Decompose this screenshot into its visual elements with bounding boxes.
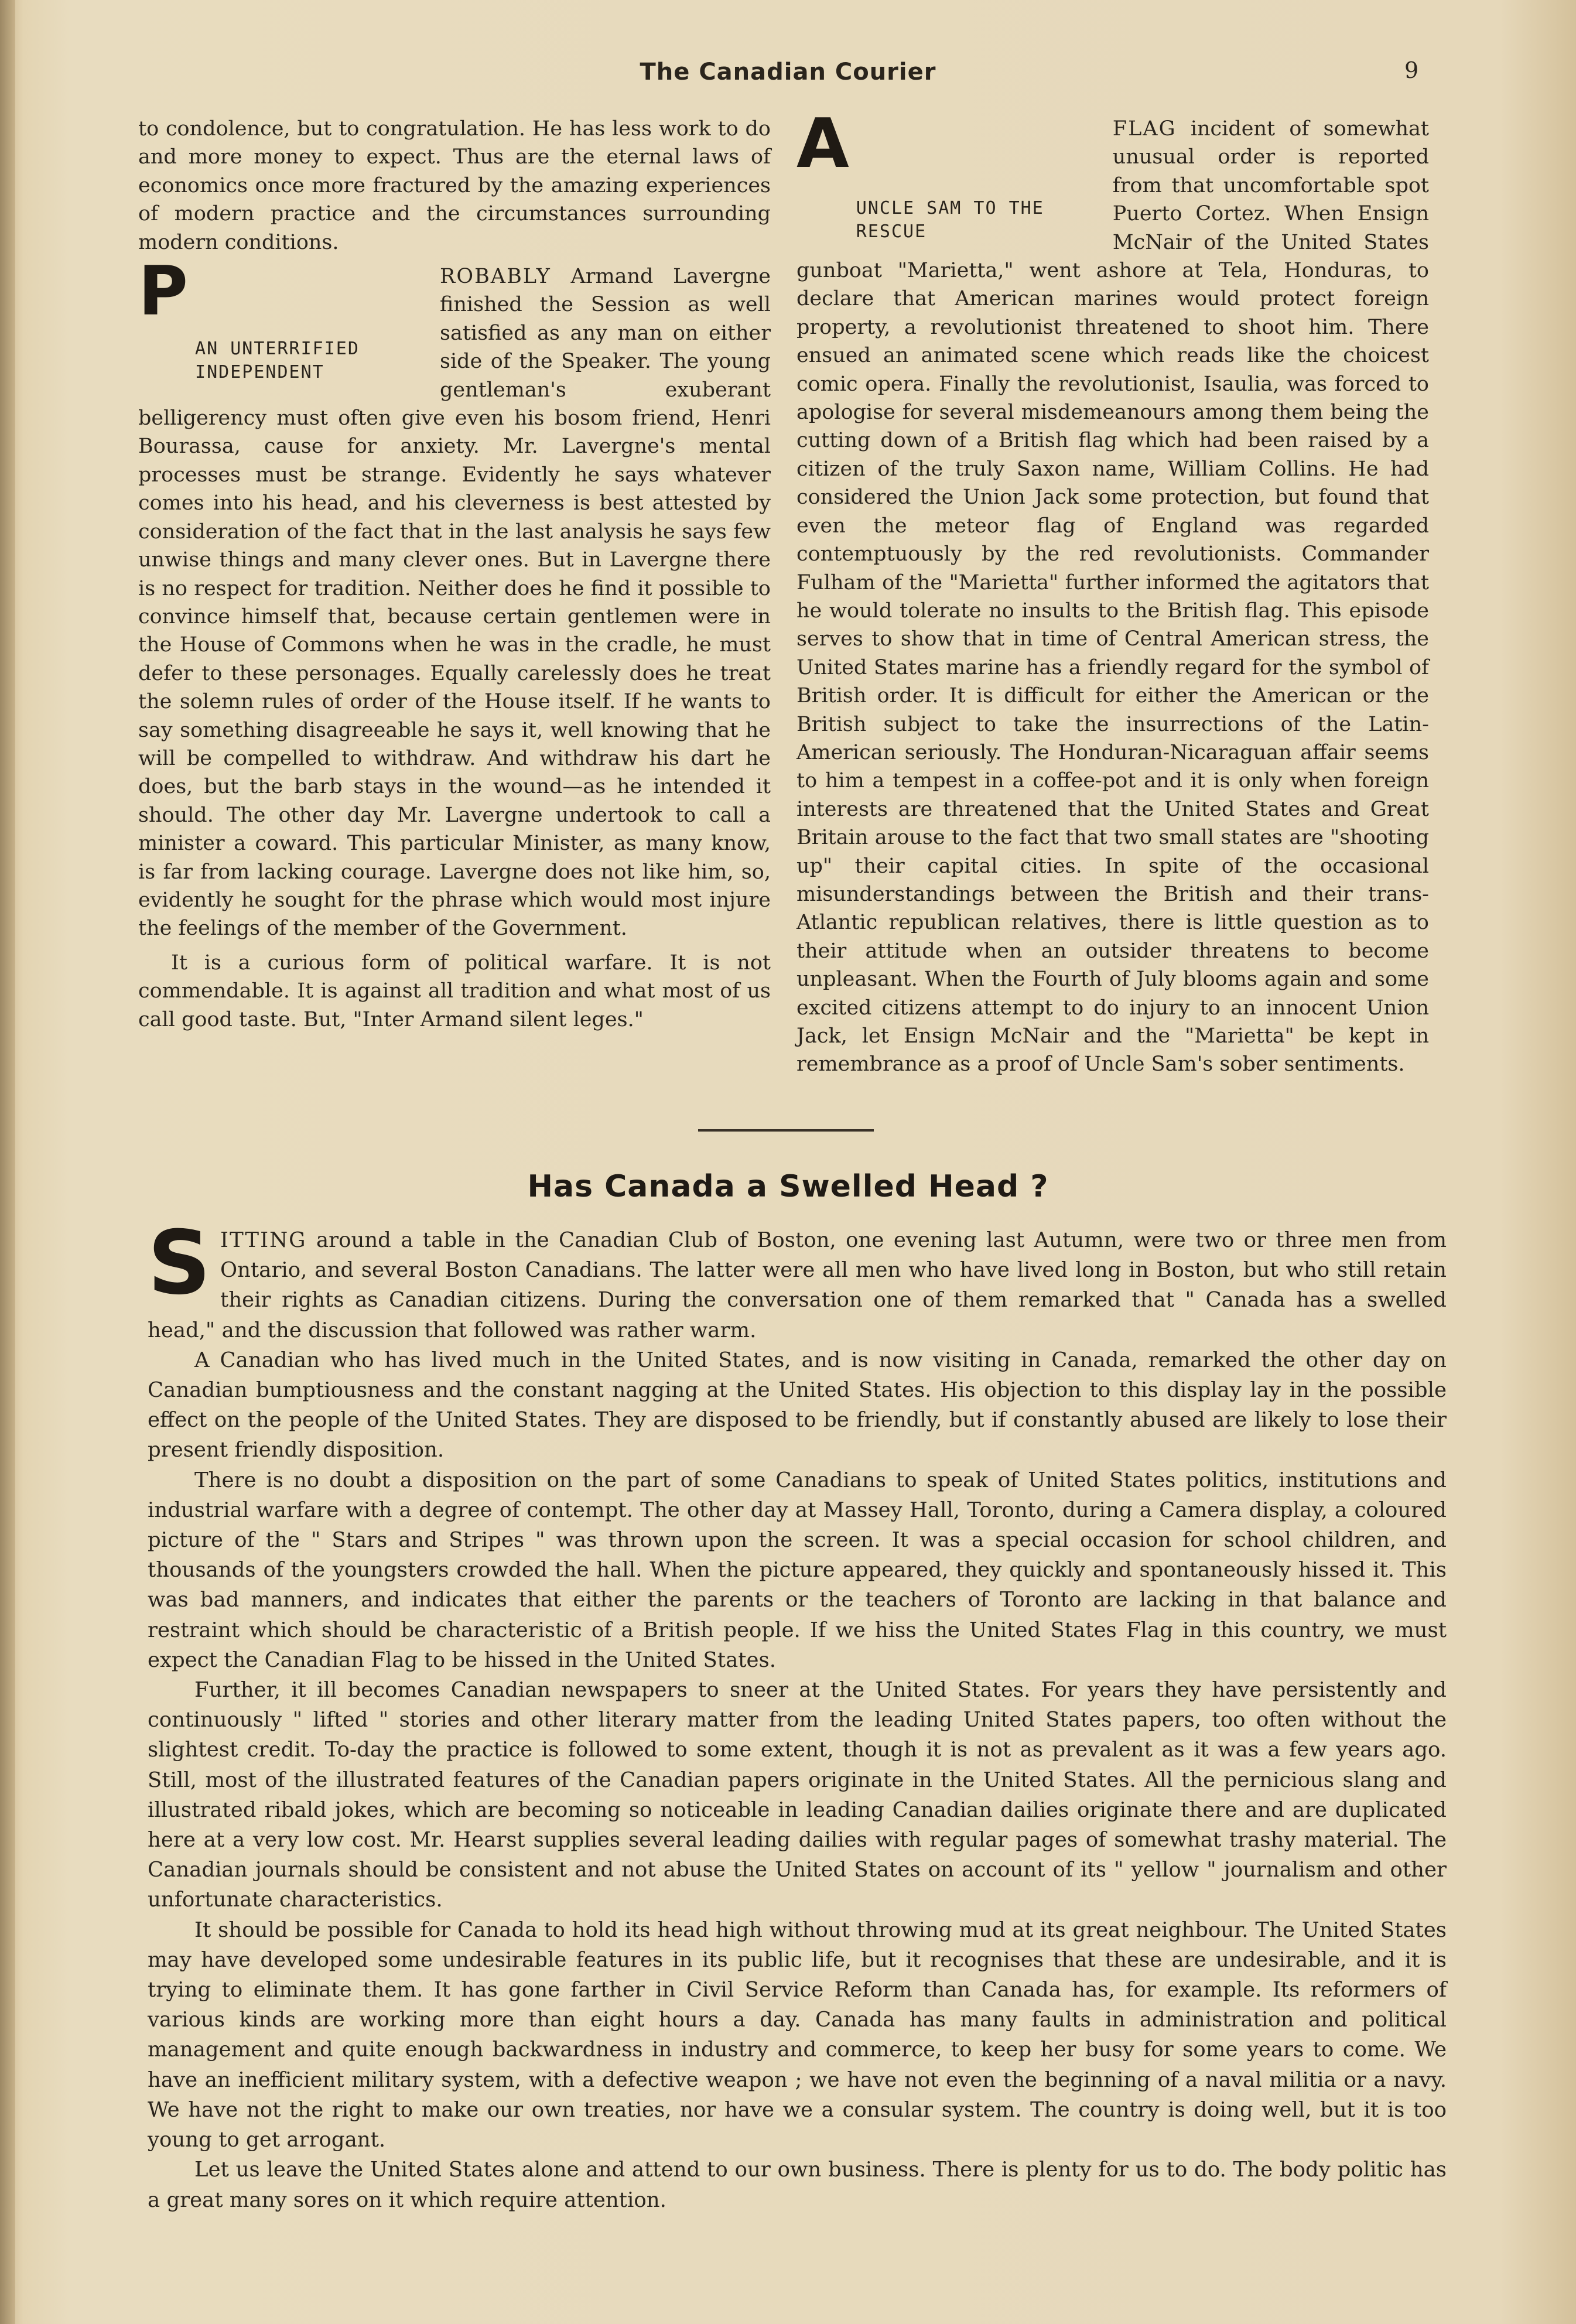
section-divider-rule (698, 1129, 874, 1132)
page-spine-edge (0, 0, 15, 2324)
article-paragraph-1 (148, 1212, 1447, 1345)
flag-lead-word: FLAG (1112, 117, 1177, 141)
article-title: Has Canada a Swelled Head ? (527, 1169, 1049, 1204)
uncle-sam-sidehead: UNCLE SAM TO THE RESCUE (856, 198, 1044, 242)
lavergne-sidehead: AN UNTERRIFIED INDEPENDENT (195, 339, 360, 383)
article-paragraph-1-body: around a table in the Canadian Club of Boston, one evening last Autumn, were two or three men from Ontario, and several Boston Canadians. The latter were all men who have lived long in Boston, but who still retain their rights as Canadian citizens. During the conversation one of them remarked that " Canada has a swelled head," and the discussion that followed was rather warm. (148, 1228, 1447, 1342)
lavergne-lead-word: ROBABLY (440, 265, 551, 289)
right-column (796, 104, 1429, 1085)
article-paragraph-6: Let us leave the United States alone and attend to our own business. There is plenty for us to do. The body politic has a great many sores on it which require attention. (148, 2158, 1447, 2212)
article-lead-word: ITTING (220, 1228, 307, 1252)
flag-incident-paragraph (796, 104, 1429, 1079)
flag-incident-body: incident of somewhat unusual order is reported from that uncomfortable spot Puerto Cortez. When Ensign McNair of the United States gunboat "Marietta," went ashore at Tela, Honduras, to declare that American marines would protect foreign property, a revolutionist threatened to shoot him. There ensued an animated scene which reads like the choicest comic opera. Finally the revolutionist, Isaulia, was forced to apologise for several misdemeanours among them being the cutting down of a British flag which had been raised by a citizen of the truly Saxon name, William Collins. He had considered the Union Jack some protection, but found that even the meteor flag of England was regarded contemptuously by the red revolutionists. Commander Fulham of the "Marietta" further informed the agitators that he would tolerate no insults to the British flag. This episode serves to show that in time of Central American stress, the United States marine has a friendly regard for the symbol of British order. It is difficult for either the American or the British subject to take the insurrections of the Latin-American seriously. The Honduran-Nicaraguan affair seems to him a tempest in a coffee-pot and it is only when foreign interests are threatened that the United States and Great Britain arouse to the fact that two small states are "shooting up" their capital cities. In spite of the occasional misunderstandings between the British and their trans-Atlantic republican relatives, there is little question as to their attitude when an outsider threatens to become unpleasant. When the Fourth of July blooms again and some excited citizens attempt to do injury to an innocent Union Jack, let Ensign McNair and the "Marietta" be kept in remembrance as a proof of Uncle Sam's sober sentiments. (796, 117, 1429, 1076)
page-number: 9 (1404, 57, 1419, 83)
article-dropcap: S (148, 1212, 211, 1314)
article-paragraph-3: There is no doubt a disposition on the part of some Canadians to speak of United States politics, institutions and industrial warfare with a degree of contempt. The other day at Massey Hall, Toronto, during a Camera display, a coloured picture of the " Stars and Stripes " was thrown upon the screen. It was a special occasion for school children, and thousands of the youngsters crowded the hall. When the picture appeared, they quickly and spontaneously hissed it. This was bad manners, and indicates that either the parents or the teachers of Toronto are lacking in that balance and restraint which should be characteristic of a British people. If we hiss the United States Flag in this country, we must expect the Canadian Flag to be hissed in the United States. (148, 1468, 1447, 1672)
political-warfare-paragraph: It is a curious form of political warfare. It is not commendable. It is against all tradition and what most of us call good taste. But, "Inter Armand silent leges." (138, 951, 771, 1031)
left-continuation-paragraph: to condolence, but to congratulation. He has less work to do and more money to expect. Thus are the eternal laws of economics once more fractured by the amazing experiences of modern practice and the circumstances surrounding modern conditions. (138, 117, 771, 254)
article-paragraph-5: It should be possible for Canada to hold its head high without throwing mud at its great neighbour. The United States may have developed some undesirable features in its public life, but it recognises that these are undesirable, and it is trying to eliminate them. It has gone farther in Civil Service Reform than Canada has, for example. Its reformers of various kinds are working more than eight hours a day. Canada has many faults in administration and political management and quite enough backwardness in industry and commerce, to keep her busy for some years to come. We have an inefficient military system, with a defective weapon ; we have not even the beginning of a naval militia or a navy. We have not the right to make our own treaties, nor have we a consular system. The country is doing well, but it is too young to get arrogant. (148, 1918, 1447, 2152)
lavergne-dropcap: P (138, 252, 189, 331)
running-head: The Canadian Courier (640, 59, 936, 86)
flag-dropcap: A (796, 104, 849, 183)
lavergne-body: Armand Lavergne finished the Session as well satisfied as any man on either side of the Speaker. The young gentleman's exuberant belligerency must often give even his bosom friend, Henri Bourassa, cause for anxiety. Mr. Lavergne's mental processes must be strange. Evidently he says whatever comes into his head, and his cleverness is best attested by consideration of the fact that in the last analysis he says few unwise things and many clever ones. But in Lavergne there is no respect for tradition. Neither does he find it possible to convince himself that, because certain gentlemen were in the House of Commons when he was in the cradle, he must defer to these personages. Equally carelessly does he treat the solemn rules of order of the House itself. If he wants to say something disagreeable he says it, well knowing that he will be compelled to withdraw. And withdraw his dart he does, but the barb stays in the wound—as he intended it should. The other day Mr. Lavergne undertook to call a minister a coward. This particular Minister, as many know, is far from lacking courage. Lavergne does not like him, so, evidently he sought for the phrase which would most injure the feelings of the member of the Government. (138, 265, 771, 941)
article-paragraph-4: Further, it ill becomes Canadian newspapers to sneer at the United States. For years they have persistently and continuously " lifted " stories and other literary matter from the leading United States papers, too often without the slightest credit. To-day the practice is followed to some extent, though it is not as prevalent as it was a few years ago. Still, most of the illustrated features of the Canadian papers originate in the United States. All the pernicious slang and illustrated ribald jokes, which are becoming so noticeable in leading Canadian dailies originate there and are duplicated here at a very low cost. Mr. Hearst supplies several leading dailies with regular pages of somewhat trashy material. The Canadian journals should be consistent and not abuse the United States on account of its " yellow " journalism and other unfortunate characteristics. (148, 1678, 1447, 1912)
swelled-head-article (148, 1212, 1447, 2215)
lavergne-paragraph (138, 252, 771, 943)
article-paragraph-2: A Canadian who has lived much in the United States, and is now visiting in Canada, remarked the other day on Canadian bumptiousness and the constant nagging at the United States. His objection to this display lay in the possible effect on the people of the United States. They are disposed to be friendly, but if constantly abused are likely to lose their present friendly disposition. (148, 1348, 1447, 1462)
left-column (138, 115, 771, 1040)
